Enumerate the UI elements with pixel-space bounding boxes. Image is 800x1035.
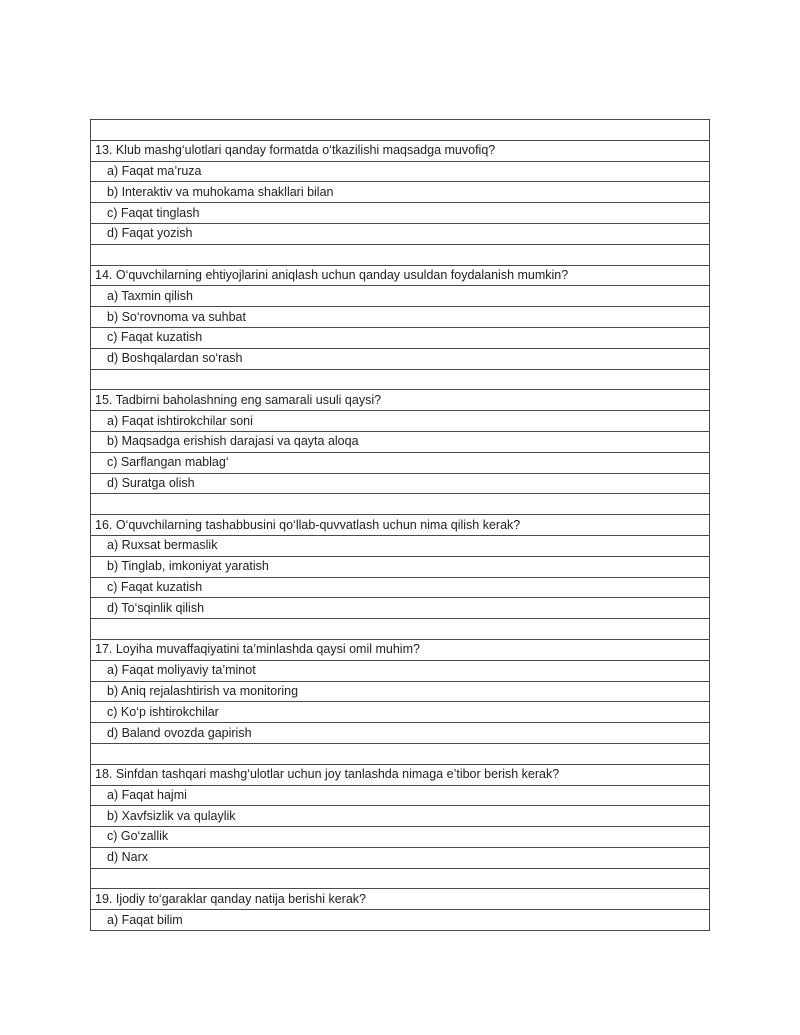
option-row — [91, 411, 710, 432]
question-row — [91, 889, 710, 910]
option-text: a) Faqat hajmi — [91, 785, 710, 806]
question-text: 17. Loyiha muvaffaqiyatini ta’minlashda qaysi omil muhim? — [91, 639, 710, 660]
option-text: c) Faqat kuzatish — [91, 327, 710, 348]
option-text: c) Faqat kuzatish — [91, 577, 710, 598]
spacer-row — [91, 369, 710, 390]
option-row — [91, 910, 710, 931]
blank-cell — [91, 743, 710, 764]
spacer-row — [91, 743, 710, 764]
blank-cell — [91, 494, 710, 515]
option-row — [91, 702, 710, 723]
option-text: a) Faqat moliyaviy ta’minot — [91, 660, 710, 681]
question-row — [91, 764, 710, 785]
option-row — [91, 203, 710, 224]
option-row — [91, 535, 710, 556]
option-row — [91, 182, 710, 203]
option-text: a) Ruxsat bermaslik — [91, 535, 710, 556]
option-row — [91, 577, 710, 598]
spacer-row — [91, 494, 710, 515]
question-text: 13. Klub mashg‘ulotlari qanday formatda o‘tkazilishi maqsadga muvofiq? — [91, 140, 710, 161]
option-text: d) To‘sqinlik qilish — [91, 598, 710, 619]
option-text: b) Maqsadga erishish darajasi va qayta aloqa — [91, 431, 710, 452]
option-text: a) Taxmin qilish — [91, 286, 710, 307]
option-row — [91, 660, 710, 681]
option-row — [91, 452, 710, 473]
question-text: 19. Ijodiy to‘garaklar qanday natija berishi kerak? — [91, 889, 710, 910]
option-text: b) Xavfsizlik va qulaylik — [91, 806, 710, 827]
spacer-row — [91, 244, 710, 265]
blank-cell — [91, 244, 710, 265]
option-text: d) Narx — [91, 847, 710, 868]
option-row — [91, 223, 710, 244]
question-text: 14. O‘quvchilarning ehtiyojlarini aniqlash uchun qanday usuldan foydalanish mumkin? — [91, 265, 710, 286]
option-row — [91, 161, 710, 182]
question-row — [91, 265, 710, 286]
option-row — [91, 847, 710, 868]
spacer-row — [91, 619, 710, 640]
option-text: d) Baland ovozda gapirish — [91, 723, 710, 744]
option-row — [91, 827, 710, 848]
option-row — [91, 785, 710, 806]
question-row — [91, 390, 710, 411]
question-text: 16. O‘quvchilarning tashabbusini qo‘llab-quvvatlash uchun nima qilish kerak? — [91, 515, 710, 536]
option-row — [91, 327, 710, 348]
option-row — [91, 431, 710, 452]
option-text: b) Aniq rejalashtirish va monitoring — [91, 681, 710, 702]
question-row — [91, 639, 710, 660]
option-text: c) Sarflangan mablag‘ — [91, 452, 710, 473]
option-text: b) So‘rovnoma va suhbat — [91, 307, 710, 328]
option-text: b) Interaktiv va muhokama shakllari bilan — [91, 182, 710, 203]
option-text: a) Faqat bilim — [91, 910, 710, 931]
option-row — [91, 556, 710, 577]
option-text: b) Tinglab, imkoniyat yaratish — [91, 556, 710, 577]
blank-cell — [91, 120, 710, 141]
option-text: d) Boshqalardan so‘rash — [91, 348, 710, 369]
option-row — [91, 286, 710, 307]
option-text: c) Faqat tinglash — [91, 203, 710, 224]
spacer-row — [91, 868, 710, 889]
option-row — [91, 307, 710, 328]
option-text: d) Faqat yozish — [91, 223, 710, 244]
quiz-table-body — [91, 120, 710, 931]
question-text: 18. Sinfdan tashqari mashg‘ulotlar uchun joy tanlashda nimaga e’tibor berish kerak? — [91, 764, 710, 785]
question-text: 15. Tadbirni baholashning eng samarali usuli qaysi? — [91, 390, 710, 411]
question-row — [91, 515, 710, 536]
option-row — [91, 473, 710, 494]
option-row — [91, 598, 710, 619]
option-text: d) Suratga olish — [91, 473, 710, 494]
blank-cell — [91, 369, 710, 390]
option-text: a) Faqat ma’ruza — [91, 161, 710, 182]
blank-cell — [91, 619, 710, 640]
question-row — [91, 140, 710, 161]
blank-cell — [91, 868, 710, 889]
option-row — [91, 723, 710, 744]
option-text: c) Go‘zallik — [91, 827, 710, 848]
option-text: a) Faqat ishtirokchilar soni — [91, 411, 710, 432]
quiz-table — [90, 119, 710, 931]
option-row — [91, 681, 710, 702]
option-row — [91, 348, 710, 369]
option-text: c) Ko‘p ishtirokchilar — [91, 702, 710, 723]
spacer-row — [91, 120, 710, 141]
option-row — [91, 806, 710, 827]
